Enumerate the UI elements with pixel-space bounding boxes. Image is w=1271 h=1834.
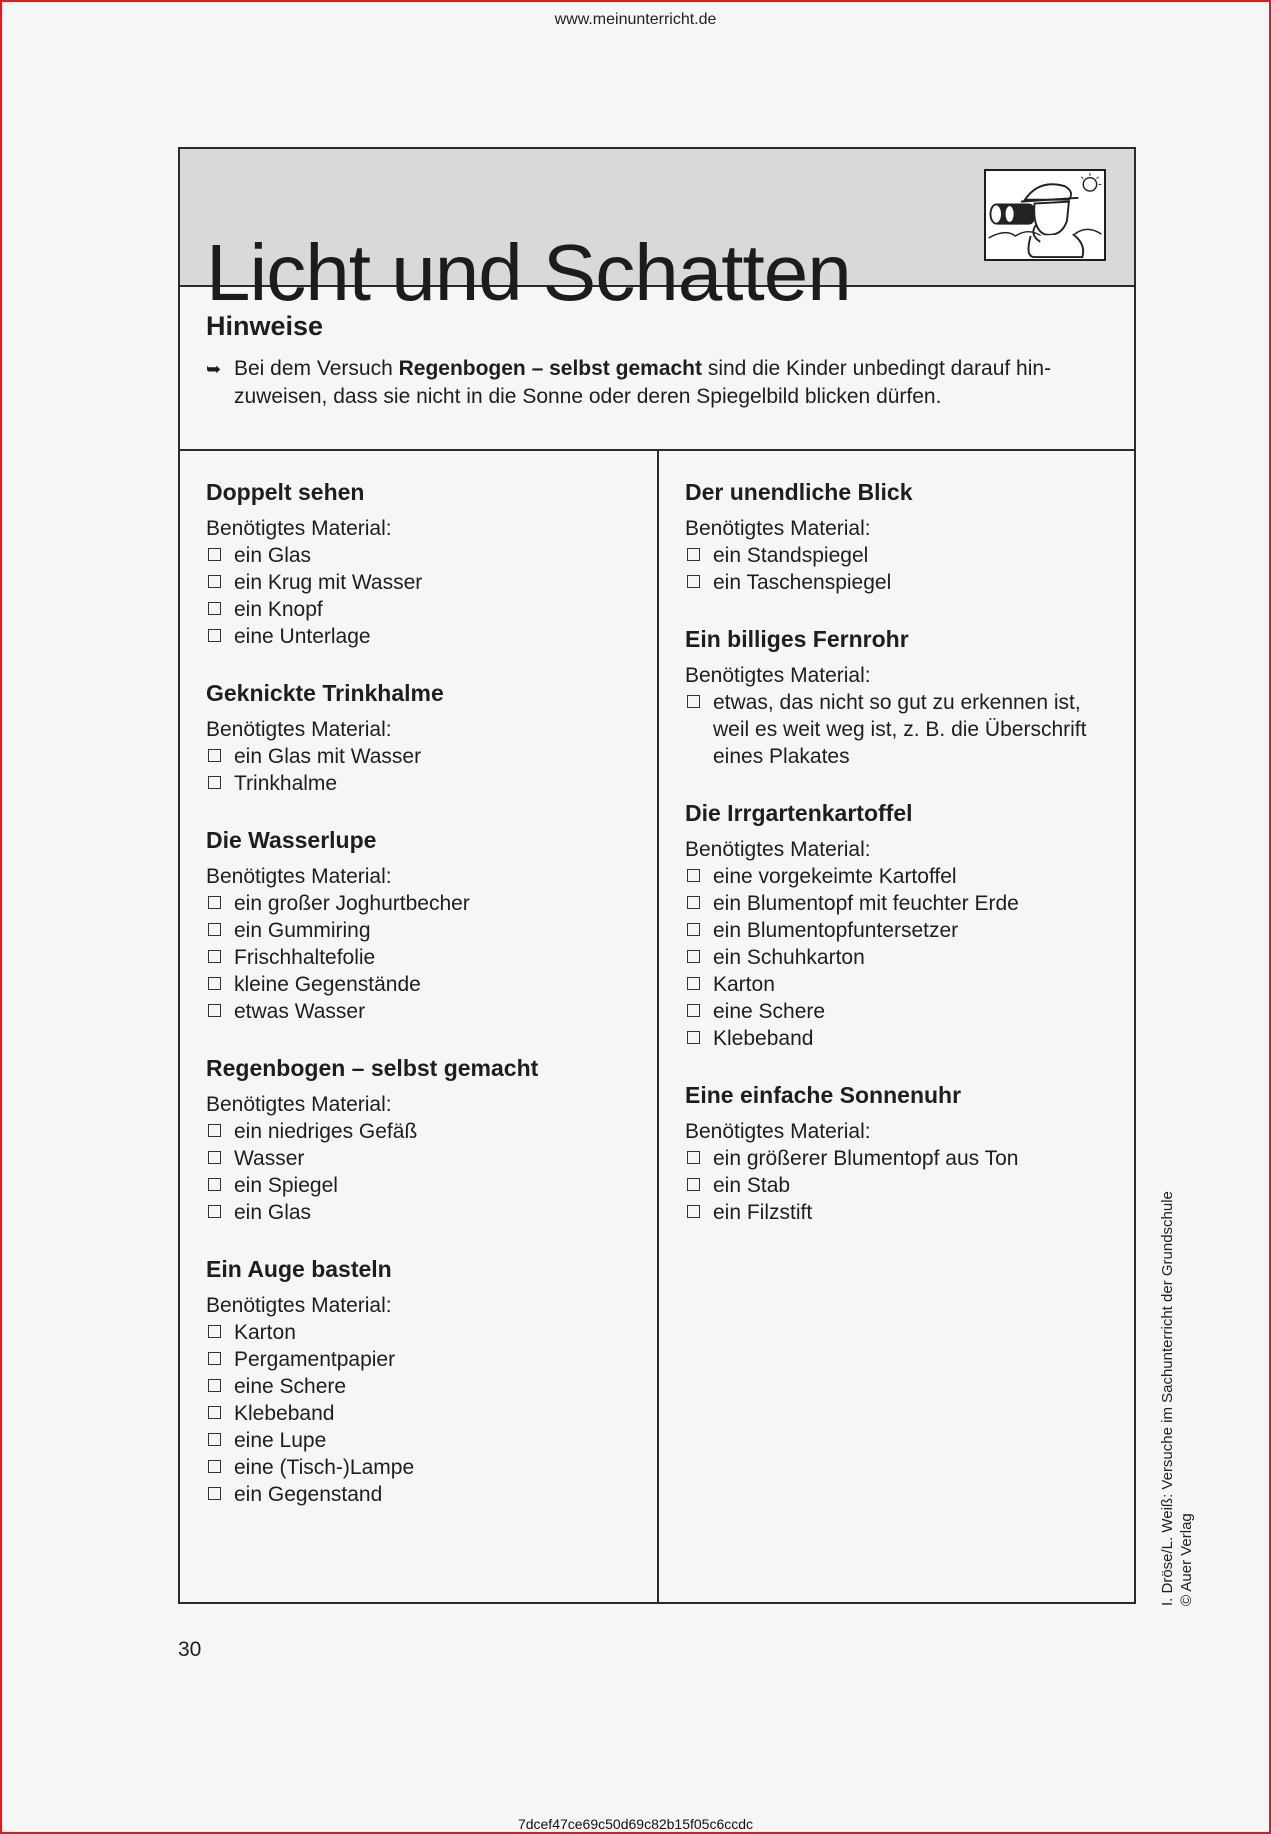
experiment-section bbox=[206, 477, 646, 650]
header-band bbox=[180, 149, 1134, 317]
experiment-title: Geknickte Trinkhalme bbox=[206, 680, 444, 706]
material-list bbox=[206, 542, 646, 650]
experiment-section bbox=[685, 798, 1115, 1052]
experiment-title: Eine einfache Sonnenuhr bbox=[685, 1082, 962, 1108]
material-item: ein Standspiegel bbox=[685, 542, 1115, 569]
material-label: Benötigtes Material: bbox=[206, 865, 392, 888]
hinweise-text: Bei dem Versuch Regenbogen – selbst gemacht sind die Kinder unbedingt darauf hin-zuweisen, dass sie nicht in die Sonne oder deren Spiegelbild blicken dürfen. bbox=[234, 357, 1052, 408]
material-item: Klebeband bbox=[206, 1400, 646, 1427]
material-item: etwas Wasser bbox=[206, 998, 646, 1025]
material-label: Benötigtes Material: bbox=[206, 1294, 392, 1317]
page-number: 30 bbox=[178, 1638, 202, 1661]
experiments-columns bbox=[180, 449, 1134, 1602]
experiment-section bbox=[206, 1053, 646, 1226]
material-label: Benötigtes Material: bbox=[206, 517, 392, 540]
material-list bbox=[685, 863, 1115, 1052]
material-item: ein Gummiring bbox=[206, 917, 646, 944]
material-list bbox=[685, 542, 1115, 596]
material-item: eine Lupe bbox=[206, 1427, 646, 1454]
material-item: ein Knopf bbox=[206, 596, 646, 623]
experiment-section bbox=[685, 624, 1115, 770]
hinweise-heading: Hinweise bbox=[206, 311, 324, 341]
experiment-title: Die Irrgartenkartoffel bbox=[685, 800, 913, 826]
material-label: Benötigtes Material: bbox=[206, 1093, 392, 1116]
material-item: kleine Gegenstände bbox=[206, 971, 646, 998]
material-item: ein Glas bbox=[206, 542, 646, 569]
experiment-section bbox=[206, 1254, 646, 1508]
hinweise-note bbox=[206, 355, 1106, 411]
binoculars-child-icon bbox=[984, 169, 1106, 261]
material-item: ein Krug mit Wasser bbox=[206, 569, 646, 596]
material-item: Klebeband bbox=[685, 1025, 1115, 1052]
material-label: Benötigtes Material: bbox=[206, 718, 392, 741]
publisher-line: © Auer Verlag bbox=[1178, 1513, 1195, 1606]
arrow-right-icon: ➥ bbox=[206, 359, 222, 379]
site-url: www.meinunterricht.de bbox=[554, 11, 717, 28]
material-item: ein Filzstift bbox=[685, 1199, 1115, 1226]
material-item: Pergamentpapier bbox=[206, 1346, 646, 1373]
experiment-section bbox=[685, 1080, 1115, 1226]
material-item: ein großer Joghurtbecher bbox=[206, 890, 646, 917]
material-list bbox=[206, 743, 646, 797]
material-item: Frischhaltefolie bbox=[206, 944, 646, 971]
material-item: ein größerer Blumentopf aus Ton bbox=[685, 1145, 1115, 1172]
column-divider bbox=[657, 449, 659, 1602]
material-item: ein Spiegel bbox=[206, 1172, 646, 1199]
document-hash: 7dcef47ce69c50d69c82b15f05c6ccdc bbox=[517, 1816, 754, 1832]
material-label: Benötigtes Material: bbox=[685, 664, 871, 687]
right-column bbox=[685, 477, 1115, 1254]
material-item: eine Unterlage bbox=[206, 623, 646, 650]
experiment-title: Ein Auge basteln bbox=[206, 1256, 392, 1282]
experiment-title: Die Wasserlupe bbox=[206, 827, 377, 853]
material-item: Karton bbox=[685, 971, 1115, 998]
material-label: Benötigtes Material: bbox=[685, 1120, 871, 1143]
material-list bbox=[685, 689, 1115, 770]
material-label: Benötigtes Material: bbox=[685, 838, 871, 861]
experiment-title: Ein billiges Fernrohr bbox=[685, 626, 909, 652]
material-item: ein Schuhkarton bbox=[685, 944, 1115, 971]
material-item: ein Glas bbox=[206, 1199, 646, 1226]
material-item: eine vorgekeimte Kartoffel bbox=[685, 863, 1115, 890]
material-item: Trinkhalme bbox=[206, 770, 646, 797]
material-item: Karton bbox=[206, 1319, 646, 1346]
side-credit bbox=[1158, 1191, 1196, 1606]
left-column bbox=[206, 477, 646, 1536]
material-list bbox=[685, 1145, 1115, 1226]
experiment-title: Der unendliche Blick bbox=[685, 479, 913, 505]
material-item: eine Schere bbox=[206, 1373, 646, 1400]
page-title: Licht und Schatten bbox=[206, 227, 851, 317]
credit-line: I. Dröse/L. Weiß: Versuche im Sachunterricht der Grundschule bbox=[1159, 1191, 1176, 1606]
hinweise-section bbox=[180, 285, 1134, 451]
material-item: ein niedriges Gefäß bbox=[206, 1118, 646, 1145]
material-label: Benötigtes Material: bbox=[685, 517, 871, 540]
experiment-title: Doppelt sehen bbox=[206, 479, 365, 505]
material-item: ein Blumentopf mit feuchter Erde bbox=[685, 890, 1115, 917]
worksheet bbox=[178, 147, 1136, 1604]
material-item: eine (Tisch-)Lampe bbox=[206, 1454, 646, 1481]
experiment-section bbox=[206, 825, 646, 1025]
experiment-title: Regenbogen – selbst gemacht bbox=[206, 1055, 539, 1081]
material-item: eine Schere bbox=[685, 998, 1115, 1025]
experiment-section bbox=[685, 477, 1115, 596]
material-item: ein Gegenstand bbox=[206, 1481, 646, 1508]
material-item: ein Taschenspiegel bbox=[685, 569, 1115, 596]
experiment-section bbox=[206, 678, 646, 797]
material-item: ein Stab bbox=[685, 1172, 1115, 1199]
material-list bbox=[206, 1118, 646, 1226]
material-list bbox=[206, 1319, 646, 1508]
material-item: ein Glas mit Wasser bbox=[206, 743, 646, 770]
material-item: ein Blumentopfuntersetzer bbox=[685, 917, 1115, 944]
material-item: etwas, das nicht so gut zu erkennen ist, weil es weit weg ist, z. B. die Überschrift eines Plakates bbox=[685, 689, 1115, 770]
material-list bbox=[206, 890, 646, 1025]
material-item: Wasser bbox=[206, 1145, 646, 1172]
